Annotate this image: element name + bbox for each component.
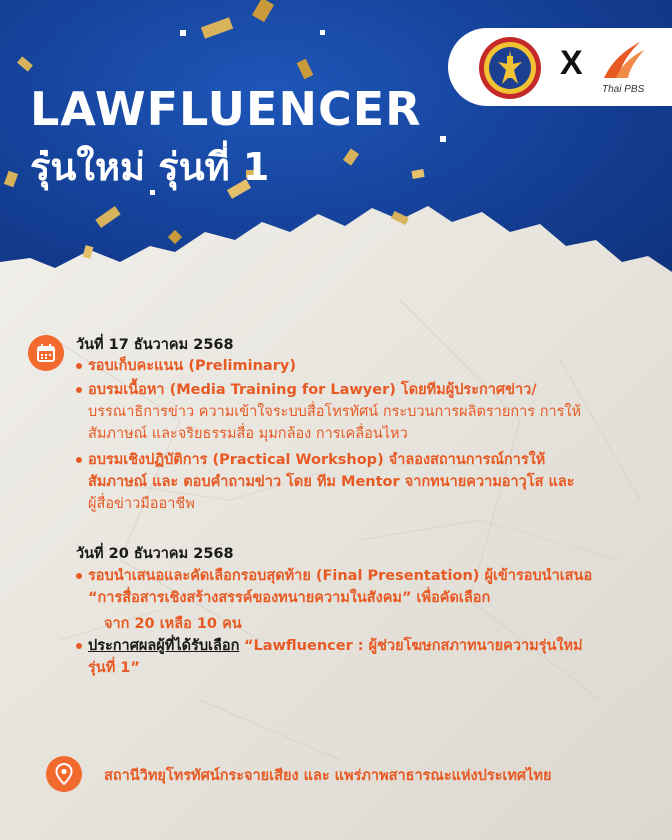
schedule-date-day2: วันที่ 20 ธันวาคม 2568 [76, 546, 234, 562]
calendar-icon [28, 335, 64, 371]
location-pin-icon [46, 756, 82, 792]
schedule-date-day1: วันที่ 17 ธันวาคม 2568 [76, 337, 234, 353]
selection-note: จาก 20 เหลือ 10 คน [104, 616, 242, 632]
collaboration-x: X [560, 44, 583, 82]
schedule-item: อบรมเนื้อหา (Media Training for Lawyer) โดยทีมผู้ประกาศข่าว/ บรรณาธิการข่าว ความเข้าใจระบบสื่อโทรทัศน์ กระบวนการผลิตรายการ การให้ สัมภาษณ์ และจริยธรรมสื่อ มุมกล้อง การเคลื่อนไหว [88, 379, 648, 445]
thai-pbs-logo-icon [600, 40, 646, 80]
location-text: สถานีวิทยุโทรทัศน์กระจายเสียง และ แพร่ภาพสาธารณะแห่งประเทศไทย [104, 768, 552, 784]
schedule-item: ประกาศผลผู้ที่ได้รับเลือก “Lawfluencer : ผู้ช่วยโฆษกสภาทนายความรุ่นใหม่ รุ่นที่ 1” [88, 635, 648, 679]
page-subtitle: รุ่นใหม่ รุ่นที่ 1 [30, 145, 270, 189]
thai-pbs-label: Thai PBS [602, 84, 645, 95]
page-title: LAWFLUENCER [30, 82, 422, 136]
schedule-item: อบรมเชิงปฏิบัติการ (Practical Workshop) จำลองสถานการณ์การให้ สัมภาษณ์ และ ตอบคำถามข่าว โดย ทีม Mentor จากทนายความอาวุโส และ ผู้สื่อข่าวมืออาชีพ [88, 449, 648, 515]
schedule-item: รอบเก็บคะแนน (Preliminary) [88, 355, 648, 377]
schedule-item: รอบนำเสนอและคัดเลือกรอบสุดท้าย (Final Presentation) ผู้เข้ารอบนำเสนอ “การสื่อสารเชิงสร้างสรรค์ของทนายความในสังคม” เพื่อคัดเลือก [88, 565, 648, 609]
lawyers-council-seal-icon [478, 36, 542, 100]
